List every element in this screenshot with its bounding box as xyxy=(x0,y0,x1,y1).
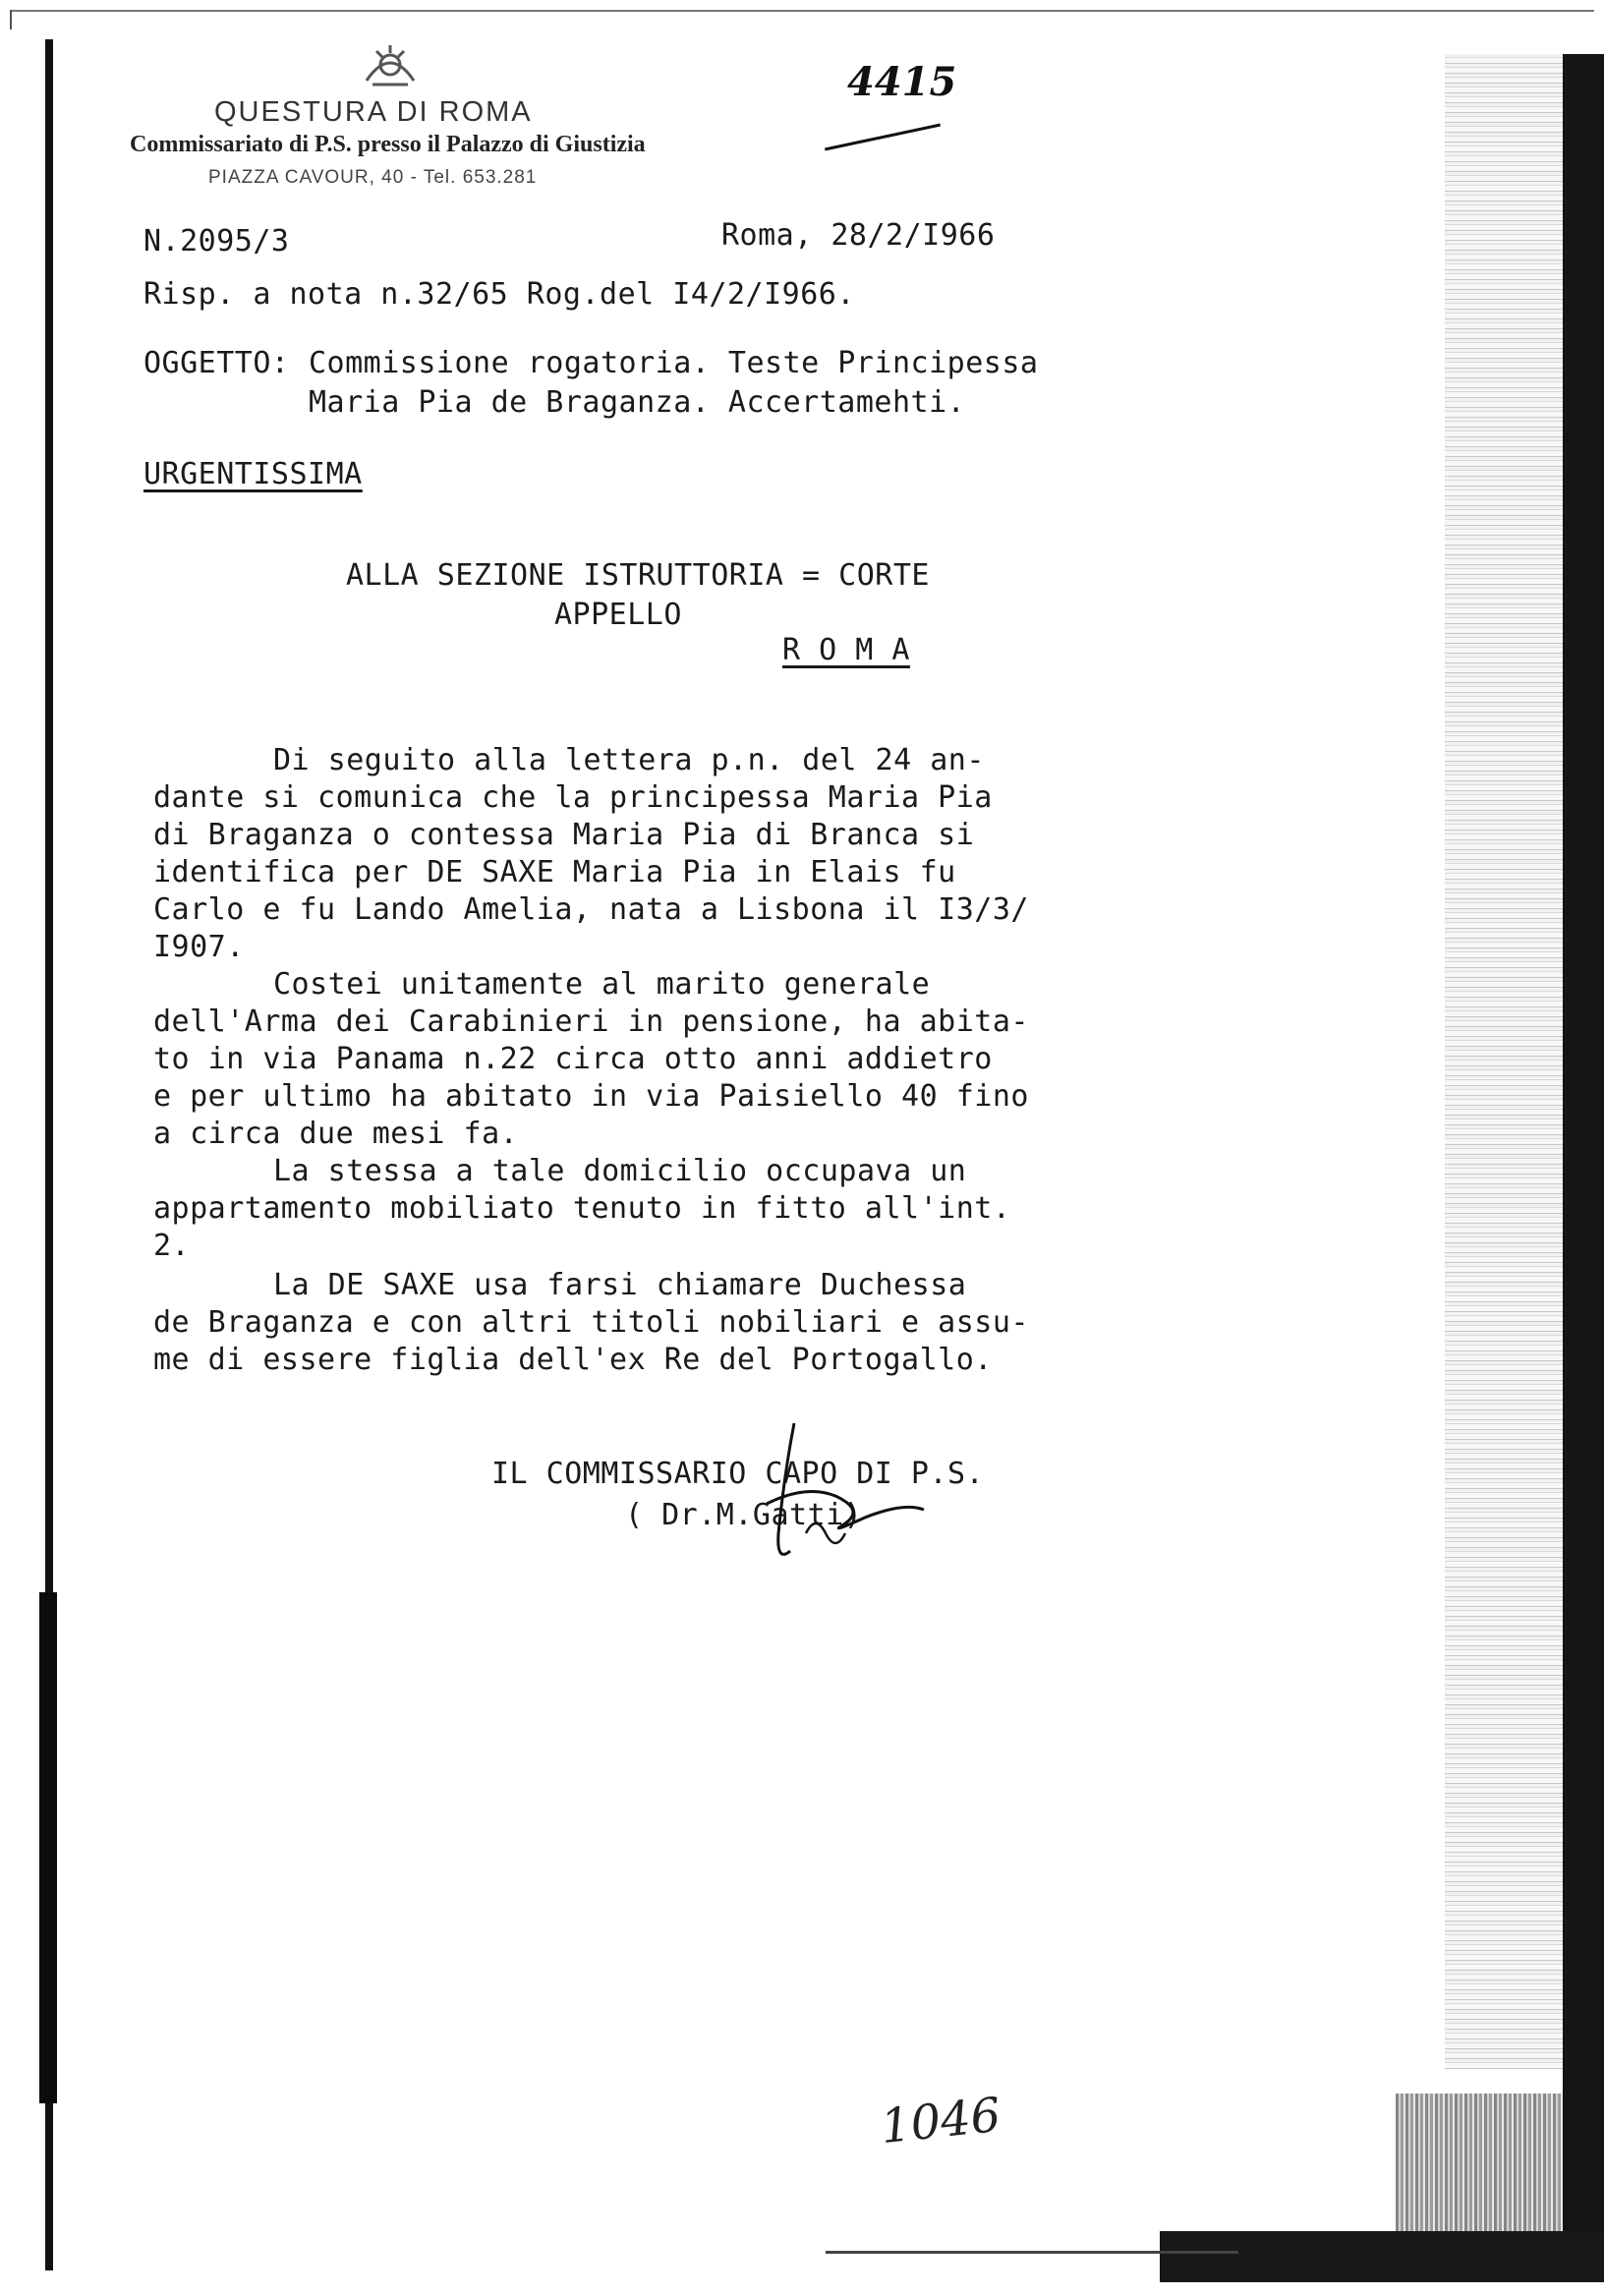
handwritten-number-top: 4415 xyxy=(847,59,957,105)
body-line: dell'Arma dei Carabinieri in pensione, ha abita- xyxy=(153,1004,1029,1039)
scan-edge-right xyxy=(1563,54,1604,2246)
addressee-line-2: APPELLO xyxy=(554,598,682,632)
body-line: di Braganza o contessa Maria Pia di Branca si xyxy=(153,818,975,852)
scan-rule-bottom xyxy=(826,2251,1238,2254)
urgency-mark: URGENTISSIMA xyxy=(143,457,363,491)
body-line: me di essere figlia dell'ex Re del Portogallo. xyxy=(153,1343,993,1377)
subject-line-1: Commissione rogatoria. Teste Principessa xyxy=(309,346,1039,380)
scan-edge-left-dark xyxy=(39,1592,57,2103)
body-line: appartamento mobiliato tenuto in fitto all'int. xyxy=(153,1191,1011,1226)
handwritten-number-bottom: 1046 xyxy=(878,2087,1003,2155)
addressee-city: R O M A xyxy=(782,633,910,667)
crest-icon xyxy=(359,41,422,96)
body-line: de Braganza e con altri titoli nobiliari e assu- xyxy=(153,1305,1029,1340)
stamp-address: PIAZZA CAVOUR, 40 - Tel. 653.281 xyxy=(208,167,538,188)
place-date: Roma, 28/2/I966 xyxy=(721,218,996,253)
reply-reference: Risp. a nota n.32/65 Rog.del I4/2/I966. xyxy=(143,277,855,312)
scan-noise-right xyxy=(1445,54,1563,2069)
stamp-title: QUESTURA DI ROMA xyxy=(214,96,533,128)
handwritten-underline xyxy=(825,124,941,151)
addressee-line-1: ALLA SEZIONE ISTRUTTORIA = CORTE xyxy=(346,558,930,593)
body-line: I907. xyxy=(153,930,245,964)
signatory-title: IL COMMISSARIO CAPO DI P.S. xyxy=(491,1457,985,1491)
scan-edge-bottom xyxy=(1160,2231,1604,2282)
subject-label: OGGETTO: xyxy=(143,346,290,380)
body-line: La DE SAXE usa farsi chiamare Duchessa xyxy=(273,1268,967,1302)
scan-border-corner xyxy=(10,10,12,29)
scan-border-top xyxy=(10,10,1594,12)
body-line: Costei unitamente al marito generale xyxy=(273,967,931,1002)
body-line: dante si comunica che la principessa Maria Pia xyxy=(153,780,993,815)
signatory-name: ( Dr.M.Gatti) xyxy=(625,1498,863,1532)
body-line: to in via Panama n.22 circa otto anni addietro xyxy=(153,1042,993,1076)
body-line: Carlo e fu Lando Amelia, nata a Lisbona il I3/3/ xyxy=(153,892,1029,927)
stamp-office: Commissariato di P.S. presso il Palazzo di Giustizia xyxy=(130,132,646,157)
body-line: a circa due mesi fa. xyxy=(153,1117,519,1151)
body-line: identifica per DE SAXE Maria Pia in Elais fu xyxy=(153,855,956,890)
subject-line-2: Maria Pia de Braganza. Accertamehti. xyxy=(309,385,966,420)
protocol-number: N.2095/3 xyxy=(143,224,290,258)
handwritten-signature xyxy=(747,1415,944,1577)
body-line: La stessa a tale domicilio occupava un xyxy=(273,1154,967,1188)
body-line: e per ultimo ha abitato in via Paisiello 40 fino xyxy=(153,1079,1029,1114)
body-line: Di seguito alla lettera p.n. del 24 an- xyxy=(273,743,985,777)
body-line: 2. xyxy=(153,1229,191,1263)
